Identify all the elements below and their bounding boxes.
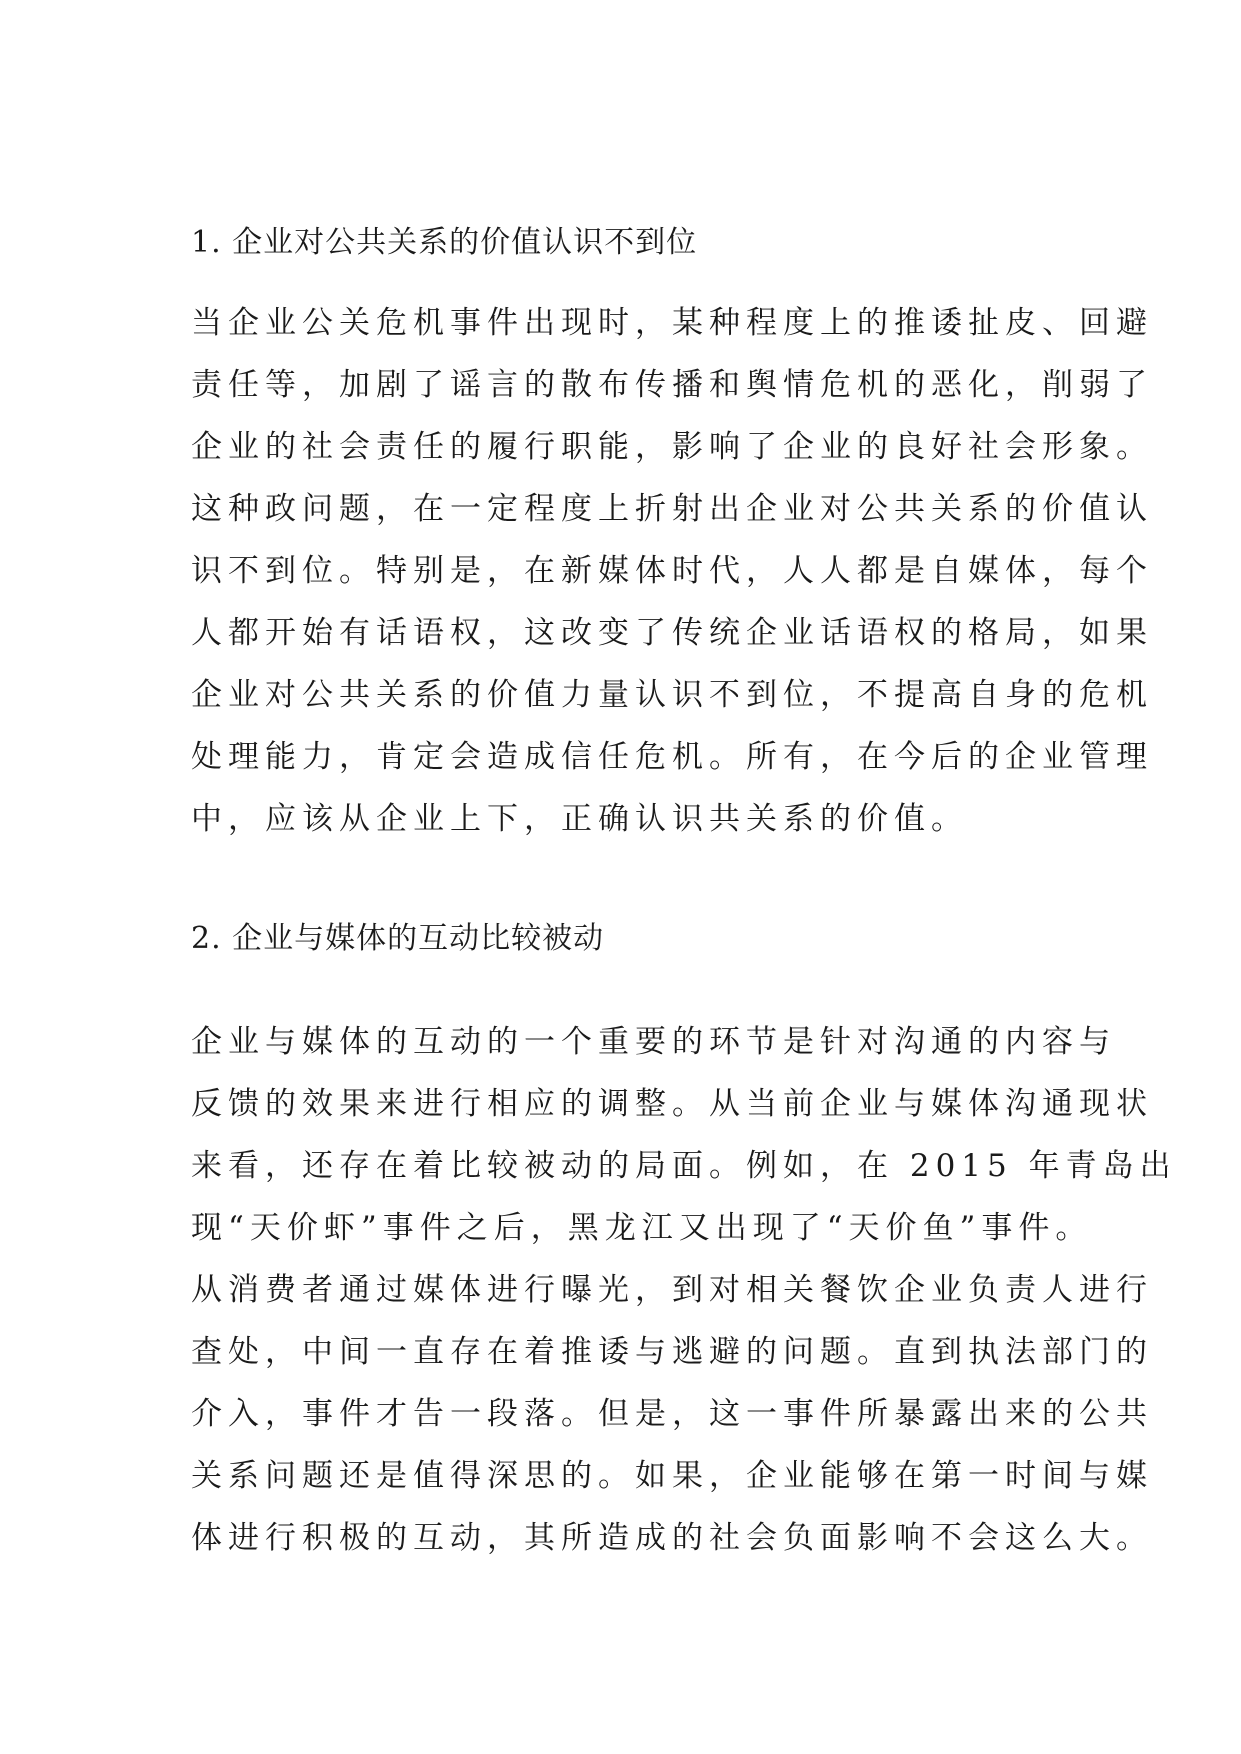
paragraph-line: 来看，还存在着比较被动的局面。例如，在 2015 年青岛出 [191, 1148, 1177, 1184]
paragraph-line: 企业的社会责任的履行职能，影响了企业的良好社会形象。 [191, 429, 1153, 465]
section-2-heading: 2. 企业与媒体的互动比较被动 [191, 921, 605, 956]
paragraph-line: 从消费者通过媒体进行曝光，到对相关餐饮企业负责人进行 [191, 1272, 1153, 1308]
paragraph-line: 当企业公关危机事件出现时，某种程度上的推诿扯皮、回避 [191, 305, 1153, 341]
paragraph-line: 这种政问题，在一定程度上折射出企业对公共关系的价值认 [191, 491, 1153, 527]
paragraph-line: 中，应该从企业上下，正确认识共关系的价值。 [191, 801, 968, 837]
section-2-paragraph [191, 1011, 1177, 1569]
paragraph-line: 介入，事件才告一段落。但是，这一事件所暴露出来的公共 [191, 1396, 1153, 1432]
paragraph-line: 处理能力，肯定会造成信任危机。所有，在今后的企业管理 [191, 739, 1153, 775]
paragraph-line: 责任等，加剧了谣言的散布传播和舆情危机的恶化，削弱了 [191, 367, 1153, 403]
paragraph-line: 体进行积极的互动，其所造成的社会负面影响不会这么大。 [191, 1520, 1153, 1556]
paragraph-line: 现“天价虾”事件之后，黑龙江又出现了“天价鱼”事件。 [191, 1210, 1093, 1246]
paragraph-line: 关系问题还是值得深思的。如果，企业能够在第一时间与媒 [191, 1458, 1153, 1494]
paragraph-line: 人都开始有话语权，这改变了传统企业话语权的格局，如果 [191, 615, 1153, 651]
paragraph-line: 反馈的效果来进行相应的调整。从当前企业与媒体沟通现状 [191, 1086, 1153, 1122]
paragraph-line: 识不到位。特别是，在新媒体时代，人人都是自媒体，每个 [191, 553, 1153, 589]
section-1-heading: 1. 企业对公共关系的价值认识不到位 [191, 225, 698, 260]
paragraph-line: 企业对公共关系的价值力量认识不到位，不提高自身的危机 [191, 677, 1153, 713]
section-1-paragraph [191, 292, 1153, 850]
paragraph-line: 企业与媒体的互动的一个重要的环节是针对沟通的内容与 [191, 1024, 1116, 1060]
paragraph-line: 查处，中间一直存在着推诿与逃避的问题。直到执法部门的 [191, 1334, 1153, 1370]
